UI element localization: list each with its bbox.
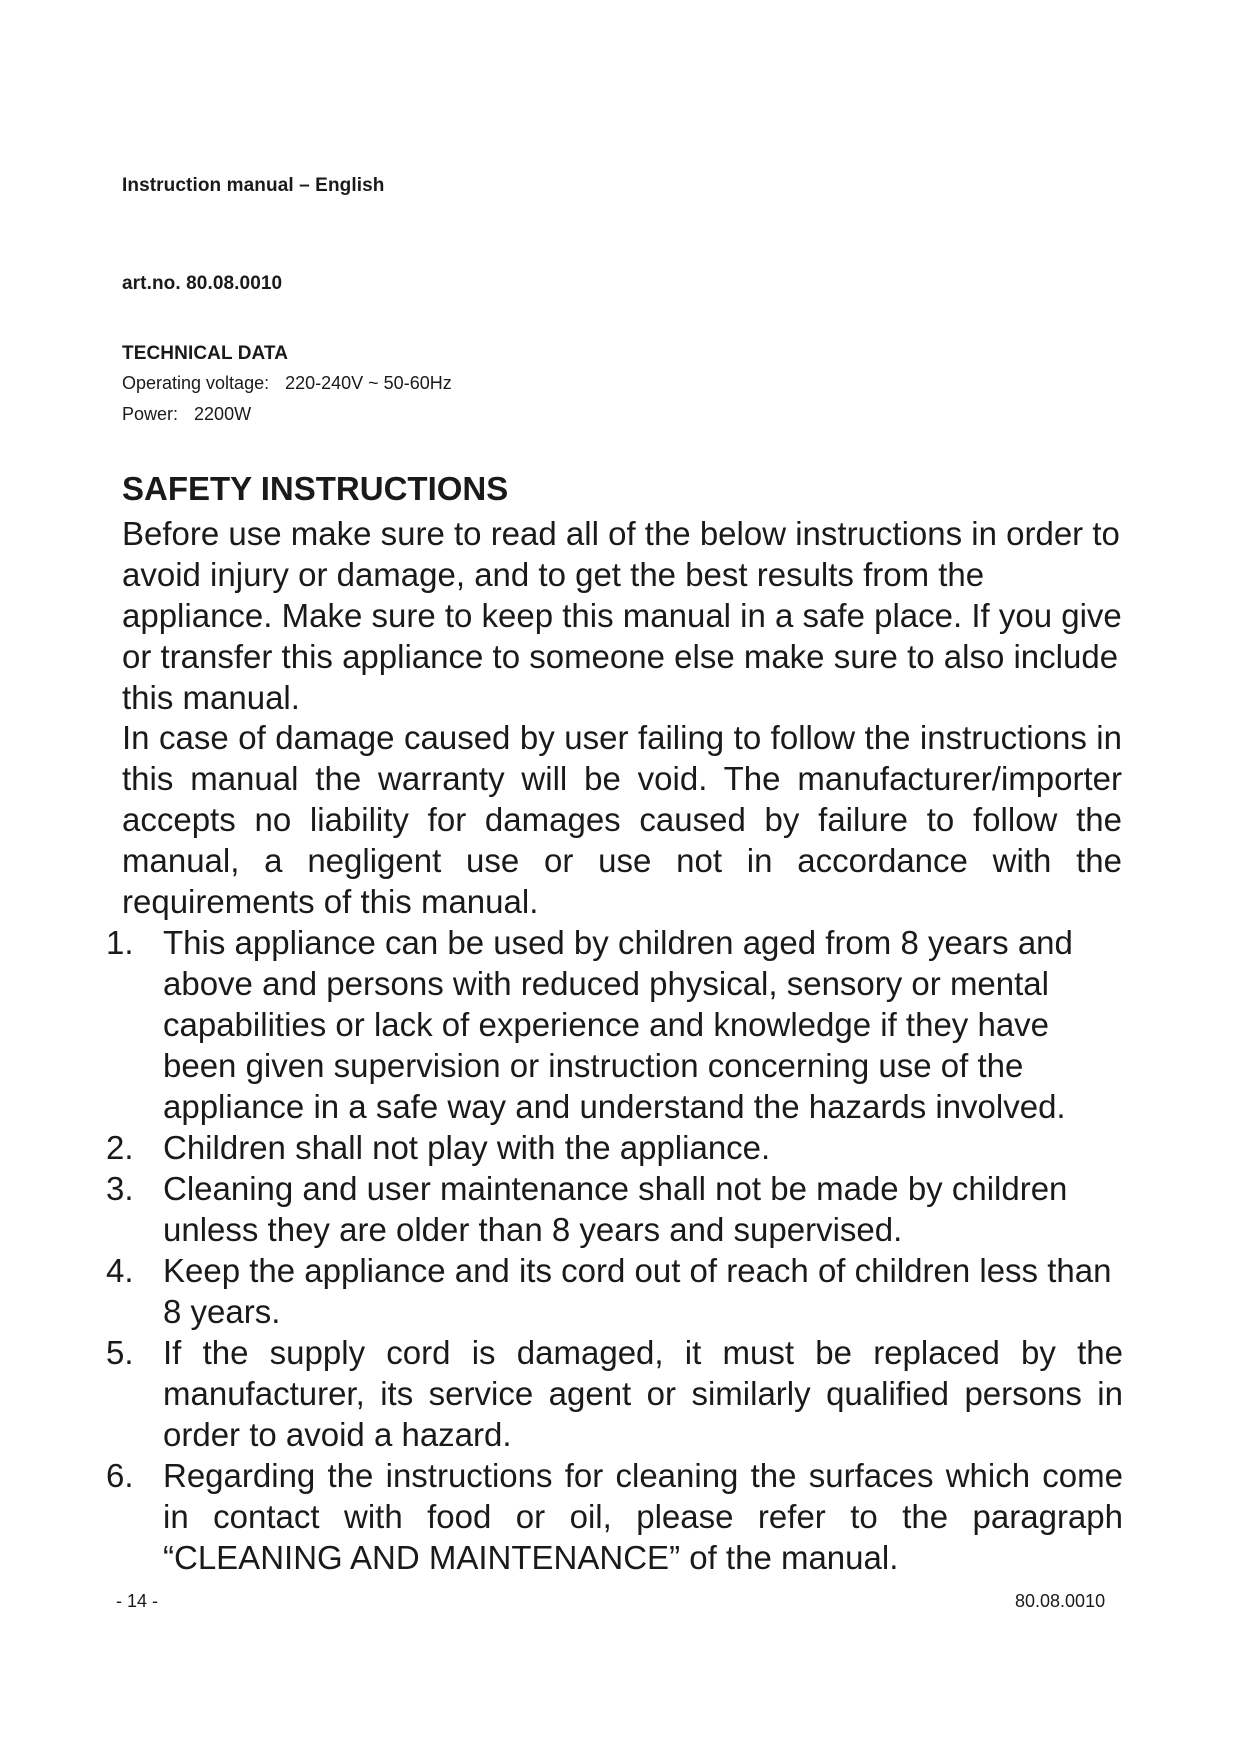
item-text: This appliance can be used by children aged from 8 years and above and persons with reduced physical, sensory or mental capabilities or lack of experience and knowledge if they have been given supervision or instruction concerning use of the appliance in a safe way and understand the hazards involved. <box>163 924 1073 1125</box>
item-text: Keep the appliance and its cord out of reach of children less than 8 years. <box>163 1252 1112 1330</box>
safety-list-item <box>100 1127 1130 1168</box>
item-text: Children shall not play with the appliance. <box>163 1129 771 1166</box>
technical-data-heading: TECHNICAL DATA <box>122 343 289 364</box>
item-number: 4. <box>106 1252 134 1289</box>
safety-list-item <box>100 922 1130 1127</box>
operating-voltage-label: Operating voltage: <box>122 373 270 393</box>
operating-voltage-value: 220-240V ~ 50-60Hz <box>285 373 452 393</box>
safety-list <box>100 922 1130 1578</box>
item-text: Regarding the instructions for cleaning the surfaces which come in contact with food or oil, please refer to the paragraph “CLEANING AND MAINTENANCE” of the manual. <box>163 1457 1123 1576</box>
page-number: - 14 - <box>116 1591 159 1611</box>
article-number: art.no. 80.08.0010 <box>122 273 283 294</box>
warranty-paragraph: In case of damage caused by user failing to follow the instructions in this manual the warranty will be void. The manufacturer/importer accepts no liability for damages caused by failure to follow the manual, a negligent use or use not in accordance with the requirements of this manual. <box>122 719 1122 920</box>
footer-article-number: 80.08.0010 <box>1015 1591 1106 1611</box>
power-label: Power: <box>122 404 179 424</box>
safety-list-item <box>100 1455 1130 1578</box>
item-number: 5. <box>106 1334 134 1371</box>
item-number: 1. <box>106 924 134 961</box>
operating-voltage-row <box>122 373 452 394</box>
safety-list-item <box>100 1168 1130 1250</box>
power-value: 2200W <box>194 404 252 424</box>
safety-intro-paragraph: Before use make sure to read all of the below instructions in order to avoid injury or damage, and to get the best results from the appliance. Make sure to keep this manual in a safe place. If you give or transfer this appliance to someone else make sure to also include this manual. <box>122 515 1122 716</box>
safety-list-item <box>100 1332 1130 1455</box>
safety-instructions-heading: SAFETY INSTRUCTIONS <box>122 470 509 507</box>
safety-list-item <box>100 1250 1130 1332</box>
document-title: Instruction manual – English <box>122 175 385 196</box>
item-number: 3. <box>106 1170 134 1207</box>
item-number: 6. <box>106 1457 134 1494</box>
power-row <box>122 404 251 425</box>
item-text: Cleaning and user maintenance shall not be made by children unless they are older than 8 years and supervised. <box>163 1170 1068 1248</box>
item-text: If the supply cord is damaged, it must be replaced by the manufacturer, its service agent or similarly qualified persons in order to avoid a hazard. <box>163 1334 1123 1453</box>
item-number: 2. <box>106 1129 134 1166</box>
